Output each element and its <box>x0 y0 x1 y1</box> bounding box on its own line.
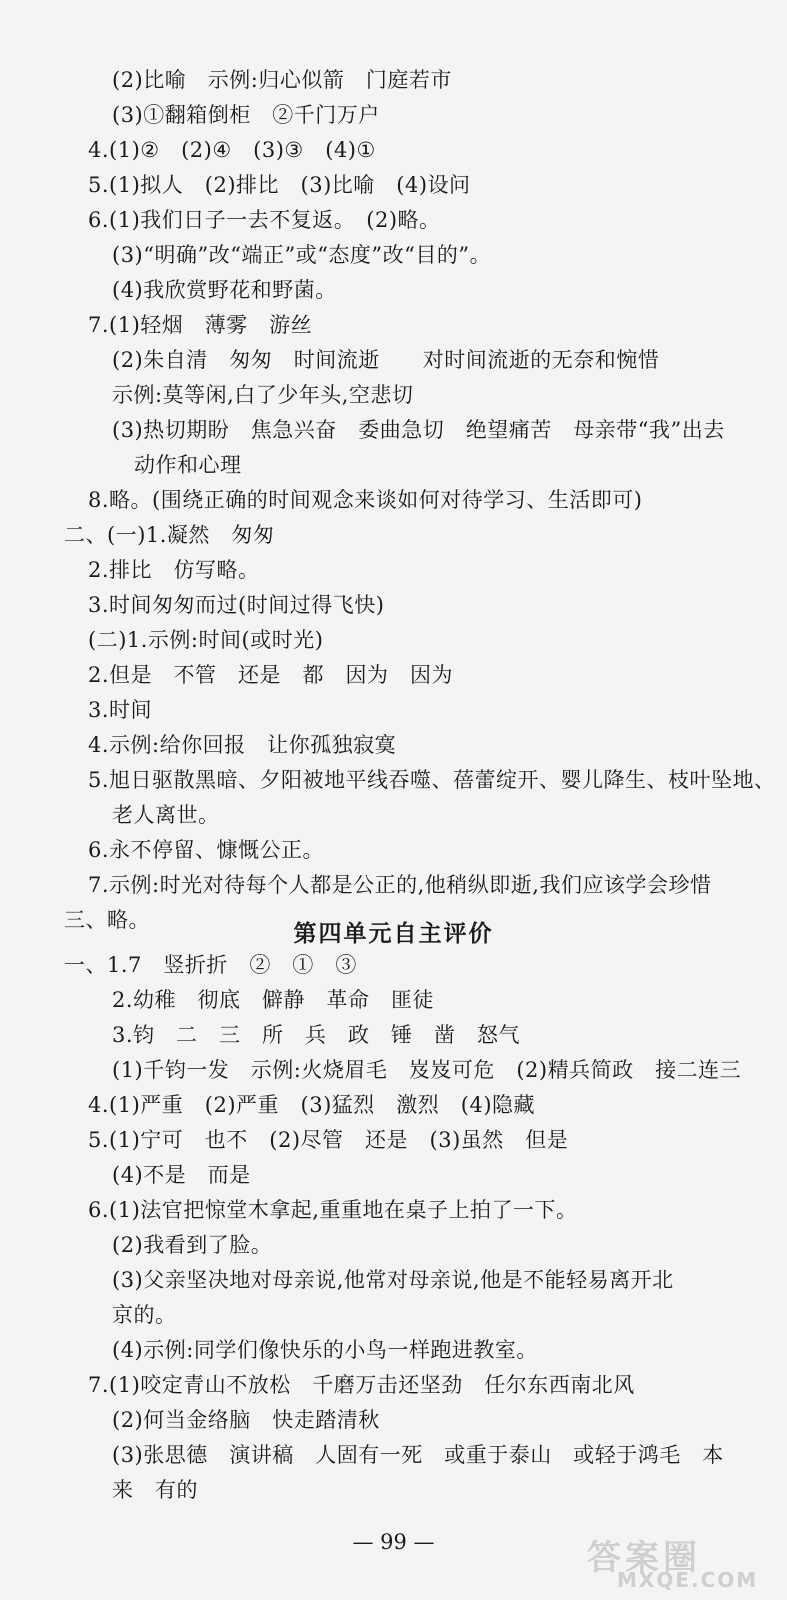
answer-line: 2.幼稚 彻底 僻静 革命 匪徒 <box>112 988 435 1012</box>
answer-line: 7.示例:时光对待每个人都是公正的,他稍纵即逝,我们应该学会珍惜 <box>88 873 712 897</box>
answer-line: (2)何当金络脑 快走踏清秋 <box>112 1408 380 1432</box>
answer-line: 2.但是 不管 还是 都 因为 因为 <box>88 663 454 687</box>
answer-line: 4.(1)② (2)④ (3)③ (4)① <box>88 138 376 162</box>
answer-line: 4.(1)严重 (2)严重 (3)猛烈 激烈 (4)隐藏 <box>88 1093 536 1117</box>
answer-line: 5.(1)拟人 (2)排比 (3)比喻 (4)设问 <box>88 173 471 197</box>
answer-line: (1)千钧一发 示例:火烧眉毛 岌岌可危 (2)精兵简政 接二连三 <box>112 1058 742 1082</box>
answer-line: (2)比喻 示例:归心似箭 门庭若市 <box>112 68 452 92</box>
answer-line: (3)父亲坚决地对母亲说,他常对母亲说,他是不能轻易离开北 <box>112 1268 674 1292</box>
answer-line: 6.(1)我们日子一去不复返。 (2)略。 <box>88 208 441 232</box>
answer-line: (3)热切期盼 焦急兴奋 委曲急切 绝望痛苦 母亲带“我”出去 <box>112 418 725 442</box>
section-title: 第四单元自主评价 <box>293 920 494 947</box>
answer-line: 4.示例:给你回报 让你孤独寂寞 <box>88 733 397 757</box>
answer-line: 三、略。 <box>64 908 150 932</box>
page-number: — 99 — <box>352 1530 435 1554</box>
answer-line: (4)示例:同学们像快乐的小鸟一样跑进教室。 <box>112 1338 538 1362</box>
answer-line: 7.(1)咬定青山不放松 千磨万击还坚劲 任尔东西南北风 <box>88 1373 635 1397</box>
watermark-text: 答案圈 <box>587 1538 701 1578</box>
answer-line: (3)①翻箱倒柜 ②千门万户 <box>112 103 380 127</box>
answer-line: (3)张思德 演讲稿 人固有一死 或重于泰山 或轻于鸿毛 本 <box>112 1443 724 1467</box>
answer-line: 动作和心理 <box>134 453 242 477</box>
answer-line: 5.旭日驱散黑暗、夕阳被地平线吞噬、蓓蕾绽开、婴儿降生、枝叶坠地、 <box>88 768 776 792</box>
answer-line: 6.永不停留、慷慨公正。 <box>88 838 325 862</box>
answer-line: 一、1.7 竖折折 ② ① ③ <box>64 953 357 977</box>
answer-line: 3.钧 二 三 所 兵 政 锤 凿 怒气 <box>112 1023 521 1047</box>
answer-line: 京的。 <box>112 1303 177 1327</box>
answer-line: 5.(1)宁可 也不 (2)尽管 还是 (3)虽然 但是 <box>88 1128 569 1152</box>
answer-line: 来 有的 <box>112 1478 198 1502</box>
answer-line: 2.排比 仿写略。 <box>88 558 260 582</box>
answer-line: 示例:莫等闲,白了少年头,空悲切 <box>112 383 414 407</box>
answer-line: 6.(1)法官把惊堂木拿起,重重地在桌子上拍了一下。 <box>88 1198 578 1222</box>
answer-line: (2)朱自清 匆匆 时间流逝 对时间流逝的无奈和惋惜 <box>112 348 660 372</box>
answer-line: (二)1.示例:时间(或时光) <box>88 628 324 652</box>
answer-line: 3.时间匆匆而过(时间过得飞快) <box>88 593 385 617</box>
answer-line: 8.略。(围绕正确的时间观念来谈如何对待学习、生活即可) <box>88 488 643 512</box>
answer-line: 3.时间 <box>88 698 153 722</box>
answer-line: (4)不是 而是 <box>112 1163 251 1187</box>
watermark-logo <box>547 1530 767 1590</box>
answer-line: 二、(一)1.凝然 匆匆 <box>64 523 275 547</box>
answer-line: (2)我看到了脸。 <box>112 1233 273 1257</box>
watermark-url: MXQE.COM <box>617 1568 759 1592</box>
answer-line: 老人离世。 <box>112 803 220 827</box>
answer-line: 7.(1)轻烟 薄雾 游丝 <box>88 313 313 337</box>
answer-line: (4)我欣赏野花和野菌。 <box>112 278 337 302</box>
answer-line: (3)“明确”改“端正”或“态度”改“目的”。 <box>112 243 492 267</box>
